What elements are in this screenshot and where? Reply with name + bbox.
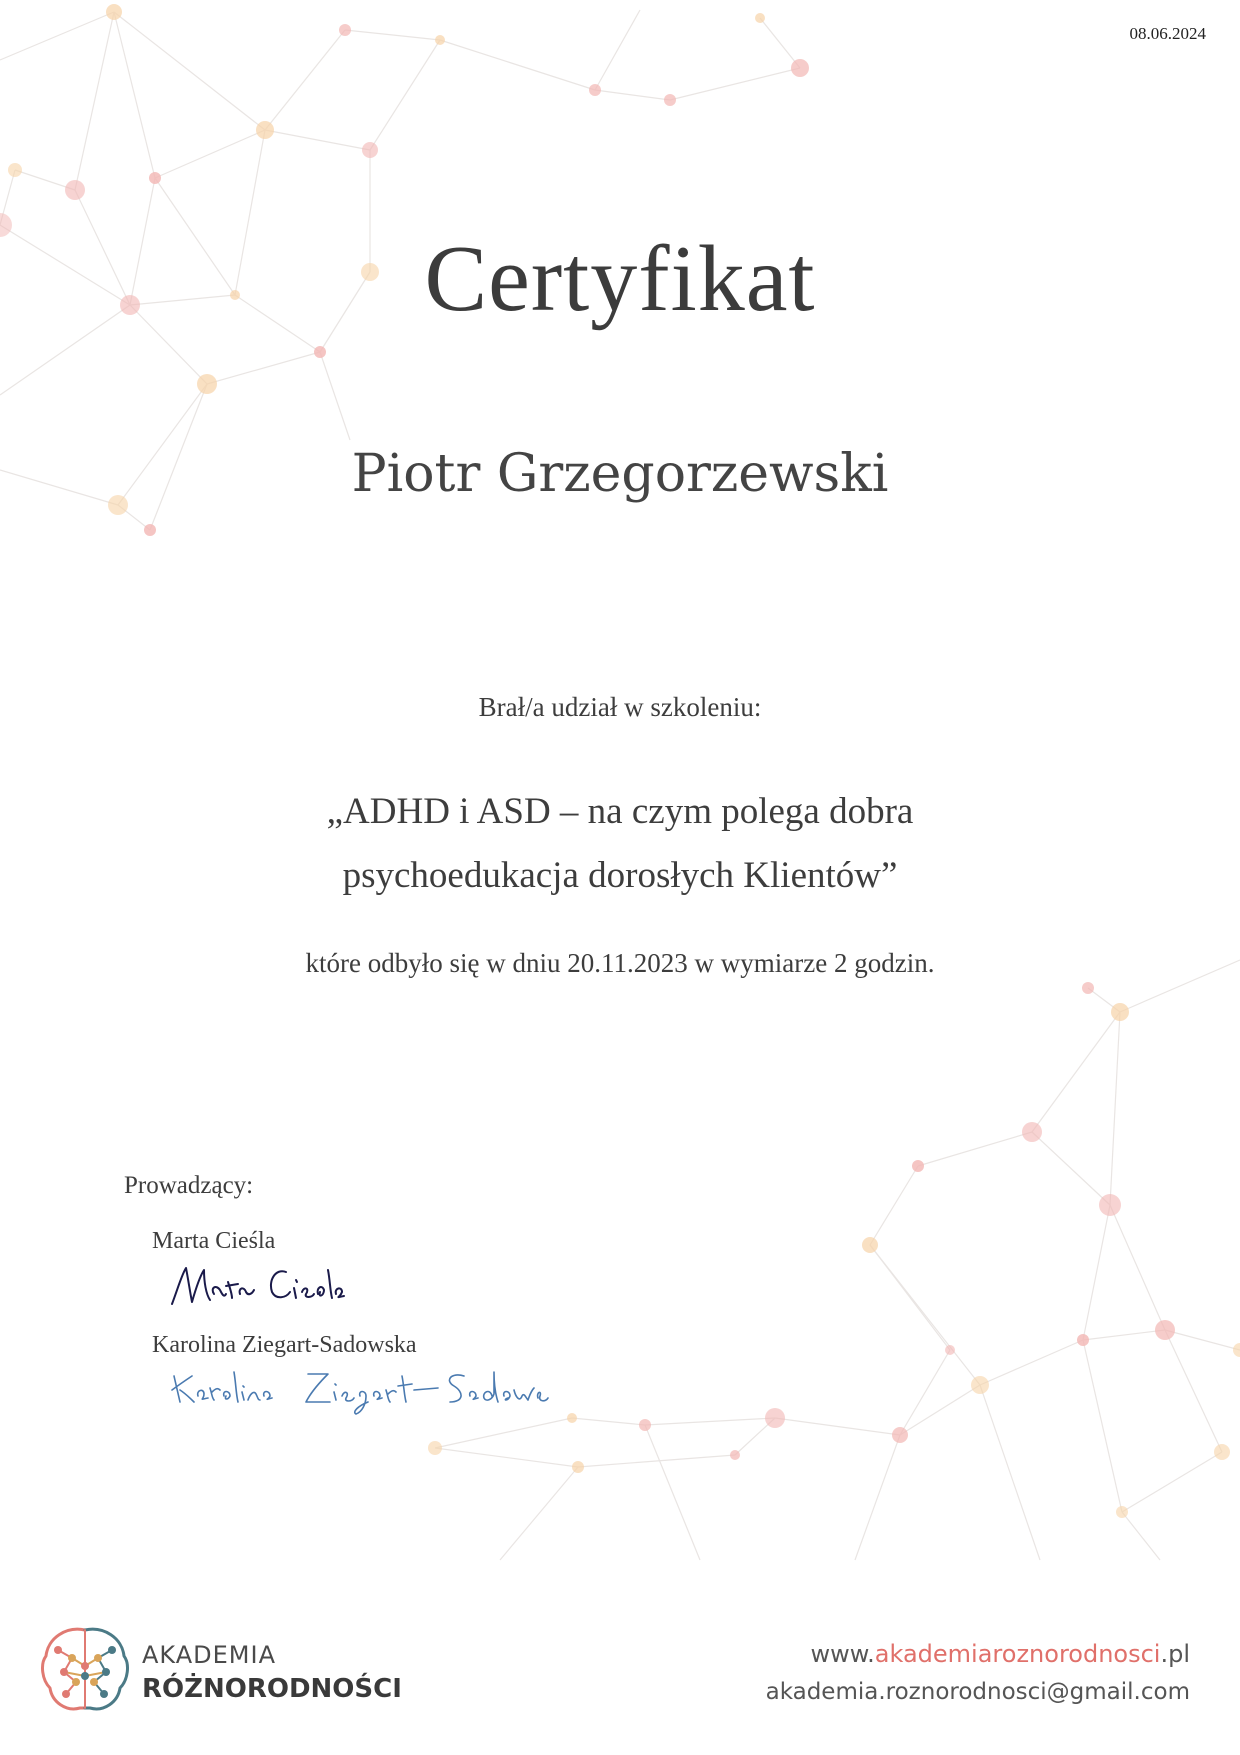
website-accent: akademia: [874, 1640, 993, 1668]
brand-name-line-2: RÓŻNORODNOŚCI: [142, 1674, 402, 1704]
brand-name-line-1: AKADEMIA: [142, 1641, 276, 1669]
course-title: [0, 780, 1240, 908]
leader-name-2: Karolina Ziegart-Sadowska: [152, 1332, 417, 1358]
website-main: roznorodnosci: [992, 1640, 1161, 1668]
certificate-title: Certyfikat: [424, 227, 816, 331]
signature-marta-ciesla: [168, 1258, 348, 1312]
leaders-label: Prowadzący:: [124, 1172, 254, 1199]
website-suffix: .pl: [1160, 1640, 1190, 1668]
email-address[interactable]: akademia.roznorodnosci@gmail.com: [765, 1679, 1190, 1705]
signature-karolina-ziegart-sadowska: [168, 1362, 558, 1418]
course-title-line-2: psychoedukacja dorosłych Klientów”: [342, 855, 898, 896]
website-link[interactable]: [810, 1640, 1190, 1668]
course-details: które odbyło się w dniu 20.11.2023 w wymiarze 2 godzin.: [305, 948, 935, 978]
issue-date: 08.06.2024: [1129, 24, 1206, 43]
recipient-name: Piotr Grzegorzewski: [351, 444, 889, 504]
brain-network-logo-icon: [36, 1620, 134, 1718]
course-title-line-1: „ADHD i ASD – na czym polega dobra: [326, 791, 914, 832]
participation-intro: Brał/a udział w szkoleniu:: [478, 692, 762, 722]
website-prefix: www.: [810, 1640, 875, 1668]
leader-name-1: Marta Cieśla: [152, 1228, 276, 1254]
